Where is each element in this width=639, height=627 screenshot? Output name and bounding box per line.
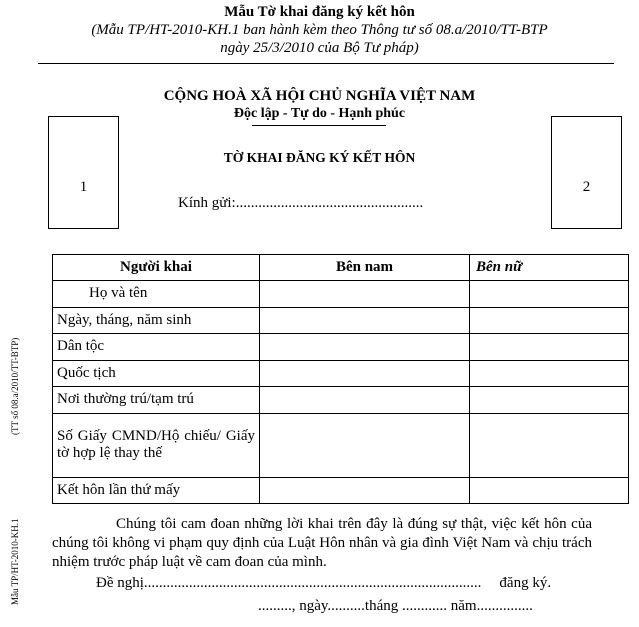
header-bride: Bên nữ <box>470 255 629 281</box>
declaration-table <box>52 254 629 504</box>
nation-motto: Độc lập - Tự do - Hạnh phúc <box>233 106 406 121</box>
addressee-line: Kính gửi:.................................................. <box>178 195 424 211</box>
photo-box-right <box>551 116 622 229</box>
table-row <box>53 334 629 361</box>
photo-box-left-number: 1 <box>79 179 88 195</box>
table-row <box>53 281 629 308</box>
row-label-residence: Nơi thường trú/tạm trú <box>53 387 260 414</box>
photo-box-left <box>48 116 119 229</box>
bride-field-nationality[interactable] <box>470 360 629 387</box>
header-groom: Bên nam <box>260 255 470 281</box>
declaration-paragraph: Chúng tôi cam đoan những lời khai trên đây là đúng sự thật, việc kết hôn của chúng tôi không vi phạm quy định của Luật Hôn nhân và gia đình Việt Nam và chịu trách nhiệm trước pháp luật về cam đoan của mình. <box>52 516 592 570</box>
row-label-ethnicity: Dân tộc <box>53 334 260 361</box>
table-row <box>53 413 629 477</box>
table-row <box>53 477 629 504</box>
bride-field-ethnicity[interactable] <box>470 334 629 361</box>
table-row <box>53 387 629 414</box>
photo-box-right-number: 2 <box>582 179 591 195</box>
table-row <box>53 307 629 334</box>
groom-field-birth-date[interactable] <box>260 307 470 334</box>
date-line: ........., ngày..........tháng ............ năm............... <box>258 598 533 614</box>
request-line <box>96 575 551 592</box>
template-reference-line1: (Mẫu TP/HT-2010-KH.1 ban hành kèm theo Thông tư số 08.a/2010/TT-BTP <box>91 22 548 38</box>
template-reference-line2: ngày 25/3/2010 của Bộ Tư pháp) <box>220 40 419 56</box>
row-label-id-document: Số Giấy CMND/Hộ chiếu/ Giấy tờ hợp lệ thay thế <box>57 428 255 461</box>
groom-field-id-document[interactable] <box>260 413 470 477</box>
table-row <box>53 360 629 387</box>
groom-field-marriage-count[interactable] <box>260 477 470 504</box>
groom-field-full-name[interactable] <box>260 281 470 308</box>
bride-field-id-document[interactable] <box>470 413 629 477</box>
table-header-row <box>53 255 629 281</box>
row-label-id-cell <box>53 413 260 477</box>
side-note-circular: (TT số 08.a/2010/TT-BTP) <box>10 337 20 435</box>
bride-field-full-name[interactable] <box>470 281 629 308</box>
groom-field-residence[interactable] <box>260 387 470 414</box>
groom-field-ethnicity[interactable] <box>260 334 470 361</box>
form-title: TỜ KHAI ĐĂNG KÝ KẾT HÔN <box>223 150 416 165</box>
bride-field-marriage-count[interactable] <box>470 477 629 504</box>
side-note-form-code: Mẫu TP/HT-2010-KH.1 <box>10 518 20 605</box>
motto-underline <box>252 125 386 126</box>
row-label-birth-date: Ngày, tháng, năm sinh <box>53 307 260 334</box>
request-prefix: Đề nghị.......................................................................................... <box>96 575 482 591</box>
header-declarant: Người khai <box>53 255 260 281</box>
row-label-nationality: Quốc tịch <box>53 360 260 387</box>
request-suffix: đăng ký. <box>499 575 552 591</box>
bride-field-residence[interactable] <box>470 387 629 414</box>
row-label-full-name: Họ và tên <box>53 281 260 308</box>
bride-field-birth-date[interactable] <box>470 307 629 334</box>
nation-name: CỘNG HOÀ XÃ HỘI CHỦ NGHĨA VIỆT NAM <box>163 88 476 104</box>
form-template-title: Mẫu Tờ khai đăng ký kết hôn <box>224 4 415 20</box>
row-label-marriage-count: Kết hôn lần thứ mấy <box>53 477 260 504</box>
groom-field-nationality[interactable] <box>260 360 470 387</box>
header-divider <box>38 63 614 64</box>
